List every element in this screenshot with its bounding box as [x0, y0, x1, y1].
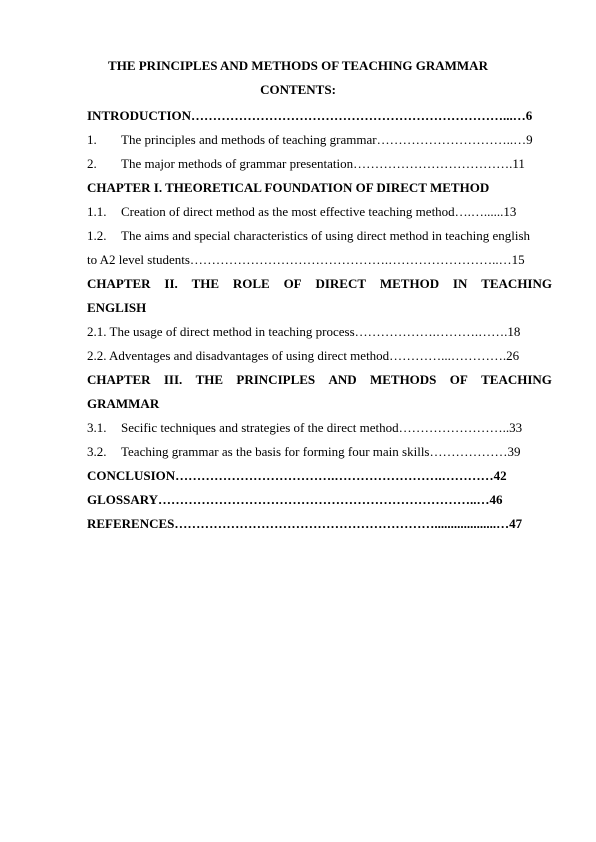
toc-entry-1-2	[87, 228, 552, 244]
toc-number: 2.	[87, 156, 97, 171]
toc-number: 1.2.	[87, 228, 107, 243]
toc-number: 1.1.	[87, 204, 107, 219]
toc-word: OF	[449, 372, 468, 387]
toc-word: II.	[164, 276, 178, 291]
toc-number: 3.1.	[87, 420, 107, 435]
toc-word: IN	[452, 276, 468, 291]
toc-word: OF	[283, 276, 302, 291]
toc-text: The aims and special characteristics of using direct method in teaching english	[121, 228, 531, 243]
toc-entry-2-2: 2.2. Adventages and disadvantages of using direct method…………...………….26	[87, 348, 520, 363]
toc-entry-3-2	[87, 444, 552, 460]
toc-entry-3-1	[87, 420, 552, 436]
toc-entry-conclusion: CONCLUSION……………………………….…………………….…………42	[87, 468, 507, 483]
toc-word: THE	[191, 276, 220, 291]
toc-entry-references: REFERENCES……………………………………………………...................…47	[87, 516, 523, 531]
document-title: THE PRINCIPLES AND METHODS OF TEACHING GRAMMAR	[108, 58, 488, 73]
toc-entry-2	[87, 156, 552, 172]
toc-entry-introduction: INTRODUCTION………………………………………………………………...…6	[87, 108, 533, 123]
toc-word: DIRECT	[315, 276, 367, 291]
toc-entry-chapter-2	[87, 276, 552, 292]
toc-text: Secific techniques and strategies of the direct method……………………..33	[121, 420, 523, 435]
toc-word: III.	[163, 372, 183, 387]
toc-entry-glossary: GLOSSARY………………………………………………………………..…46	[87, 492, 503, 507]
toc-entry-chapter-3-continued: GRAMMAR	[87, 396, 160, 411]
toc-text: The major methods of grammar presentation……………………………….11	[121, 156, 525, 171]
toc-word: PRINCIPLES	[236, 372, 316, 387]
toc-number: 3.2.	[87, 444, 107, 459]
toc-text: Creation of direct method as the most effective teaching method….…......13	[121, 204, 517, 219]
toc-entry-1-1	[87, 204, 552, 220]
toc-word: CHAPTER	[87, 276, 151, 291]
toc-word: ROLE	[232, 276, 270, 291]
toc-entry-1-2-continued: to A2 level students……………………………………….……………………..…15	[87, 252, 525, 267]
toc-entry-chapter-1: CHAPTER I. THEORETICAL FOUNDATION OF DIRECT METHOD	[87, 180, 490, 195]
toc-number: 1.	[87, 132, 97, 147]
toc-text: The principles and methods of teaching grammar…………………………..…9	[121, 132, 533, 147]
toc-entry-chapter-2-continued: ENGLISH	[87, 300, 147, 315]
toc-word: CHAPTER	[87, 372, 151, 387]
toc-word: METHOD	[379, 276, 440, 291]
contents-heading: CONTENTS:	[260, 82, 336, 97]
toc-word: METHODS	[369, 372, 437, 387]
toc-text: Teaching grammar as the basis for forming four main skills………………39	[121, 444, 521, 459]
toc-word: AND	[328, 372, 357, 387]
toc-entry-1	[87, 132, 552, 148]
toc-entry-2-1: 2.1. The usage of direct method in teaching process……………….……….…….18	[87, 324, 521, 339]
toc-word: THE	[195, 372, 224, 387]
toc-word: TEACHING	[481, 276, 552, 291]
toc-word: TEACHING	[481, 372, 552, 387]
toc-entry-chapter-3	[87, 372, 552, 388]
